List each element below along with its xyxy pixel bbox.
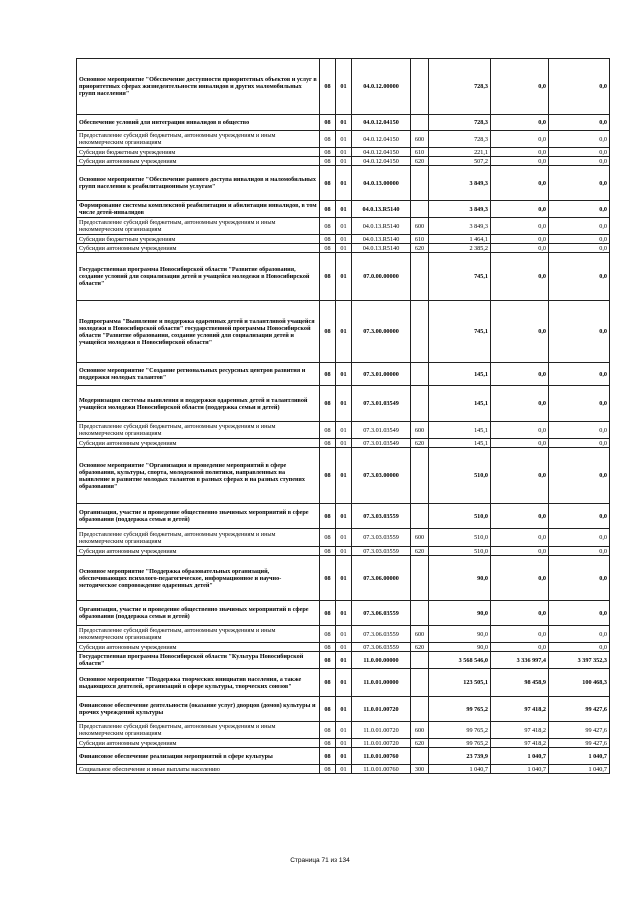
cell-amount-3: 0,0 bbox=[549, 59, 610, 115]
cell-name: Подпрограмма "Выявление и поддержка одаренных детей и талантливой учащейся молодежи в Новосибирской области" государственной программы Новосибирской области "Развитие образования, создание условий для социализации детей и учащейся молодежи в Новосибирской области" bbox=[77, 301, 320, 363]
cell-amount-2: 0,0 bbox=[491, 131, 549, 148]
cell-expense-type bbox=[411, 697, 429, 722]
cell-amount-1: 90,0 bbox=[429, 643, 491, 652]
cell-subsection: 01 bbox=[336, 201, 352, 218]
cell-expense-type: 600 bbox=[411, 131, 429, 148]
cell-amount-2: 0,0 bbox=[491, 547, 549, 556]
table-row bbox=[77, 601, 610, 626]
cell-target-article: 11.0.00.00000 bbox=[352, 652, 411, 669]
cell-expense-type bbox=[411, 166, 429, 201]
table-row bbox=[77, 235, 610, 244]
cell-amount-1: 90,0 bbox=[429, 556, 491, 601]
cell-expense-type bbox=[411, 448, 429, 504]
cell-amount-3: 0,0 bbox=[549, 439, 610, 448]
cell-amount-2: 1 040,7 bbox=[491, 765, 549, 774]
cell-target-article: 04.0.13.R5140 bbox=[352, 218, 411, 235]
cell-section: 08 bbox=[320, 59, 336, 115]
cell-section: 08 bbox=[320, 626, 336, 643]
cell-amount-3: 0,0 bbox=[549, 131, 610, 148]
cell-amount-1: 145,1 bbox=[429, 363, 491, 386]
cell-section: 08 bbox=[320, 652, 336, 669]
cell-name: Финансовое обеспечение реализации мероприятий в сфере культуры bbox=[77, 748, 320, 765]
cell-amount-3: 0,0 bbox=[549, 218, 610, 235]
cell-section: 08 bbox=[320, 166, 336, 201]
cell-amount-1: 728,3 bbox=[429, 59, 491, 115]
table-row bbox=[77, 739, 610, 748]
cell-amount-1: 221,1 bbox=[429, 148, 491, 157]
cell-amount-1: 1 040,7 bbox=[429, 765, 491, 774]
cell-subsection: 01 bbox=[336, 422, 352, 439]
cell-subsection: 01 bbox=[336, 131, 352, 148]
cell-amount-3: 0,0 bbox=[549, 157, 610, 166]
cell-name: Основное мероприятие "Обеспечение равного доступа инвалидов и маломобильных групп населения к реабилитационным услугам" bbox=[77, 166, 320, 201]
cell-name: Модернизация системы выявления и поддержки одаренных детей и талантливой учащейся молодежи Новосибирской области (поддержка семьи и детей) bbox=[77, 386, 320, 422]
cell-expense-type bbox=[411, 652, 429, 669]
cell-subsection: 01 bbox=[336, 601, 352, 626]
cell-section: 08 bbox=[320, 448, 336, 504]
cell-amount-2: 3 336 997,4 bbox=[491, 652, 549, 669]
cell-amount-2: 0,0 bbox=[491, 166, 549, 201]
cell-amount-1: 90,0 bbox=[429, 626, 491, 643]
cell-target-article: 07.3.06.03559 bbox=[352, 601, 411, 626]
cell-name: Формирование системы комплексной реабилитации и абилитации инвалидов, в том числе детей-инвалидов bbox=[77, 201, 320, 218]
cell-target-article: 07.3.03.03559 bbox=[352, 529, 411, 547]
cell-subsection: 01 bbox=[336, 166, 352, 201]
cell-subsection: 01 bbox=[336, 669, 352, 697]
cell-subsection: 01 bbox=[336, 244, 352, 253]
cell-target-article: 07.3.01.00000 bbox=[352, 363, 411, 386]
cell-target-article: 04.0.12.04150 bbox=[352, 131, 411, 148]
cell-name: Субсидии автономным учреждениям bbox=[77, 157, 320, 166]
cell-expense-type: 300 bbox=[411, 765, 429, 774]
cell-section: 08 bbox=[320, 148, 336, 157]
cell-amount-3: 0,0 bbox=[549, 301, 610, 363]
cell-section: 08 bbox=[320, 244, 336, 253]
cell-amount-3: 0,0 bbox=[549, 547, 610, 556]
cell-section: 08 bbox=[320, 218, 336, 235]
table-row bbox=[77, 643, 610, 652]
cell-target-article: 07.3.01.03549 bbox=[352, 386, 411, 422]
cell-subsection: 01 bbox=[336, 748, 352, 765]
cell-amount-3: 0,0 bbox=[549, 386, 610, 422]
cell-name: Субсидии бюджетным учреждениям bbox=[77, 148, 320, 157]
cell-amount-3: 99 427,6 bbox=[549, 697, 610, 722]
cell-section: 08 bbox=[320, 201, 336, 218]
table-row bbox=[77, 697, 610, 722]
cell-target-article: 11.0.01.00000 bbox=[352, 669, 411, 697]
cell-name: Предоставление субсидий бюджетным, автономным учреждениям и иным некоммерческим организациям bbox=[77, 131, 320, 148]
cell-amount-2: 0,0 bbox=[491, 556, 549, 601]
cell-amount-1: 745,1 bbox=[429, 301, 491, 363]
table-row bbox=[77, 157, 610, 166]
cell-amount-1: 99 765,2 bbox=[429, 722, 491, 739]
budget-table bbox=[76, 58, 610, 774]
cell-amount-1: 1 464,1 bbox=[429, 235, 491, 244]
cell-name: Основное мероприятие "Обеспечение доступности приоритетных объектов и услуг в приоритетных сферах жизнедеятельности инвалидов и других маломобильных групп населения" bbox=[77, 59, 320, 115]
cell-expense-type: 600 bbox=[411, 722, 429, 739]
cell-name: Предоставление субсидий бюджетным, автономным учреждениям и иным некоммерческим организациям bbox=[77, 529, 320, 547]
cell-section: 08 bbox=[320, 643, 336, 652]
cell-target-article: 07.3.01.03549 bbox=[352, 439, 411, 448]
table-row bbox=[77, 669, 610, 697]
cell-amount-2: 0,0 bbox=[491, 59, 549, 115]
cell-target-article: 07.3.01.03549 bbox=[352, 422, 411, 439]
cell-amount-1: 745,1 bbox=[429, 253, 491, 301]
cell-amount-2: 0,0 bbox=[491, 148, 549, 157]
cell-expense-type bbox=[411, 669, 429, 697]
cell-amount-3: 1 040,7 bbox=[549, 765, 610, 774]
cell-name: Финансовое обеспечение деятельности (оказание услуг) дворцов (домов) культуры и прочих учреждений культуры bbox=[77, 697, 320, 722]
cell-amount-2: 0,0 bbox=[491, 244, 549, 253]
cell-target-article: 11.0.01.00760 bbox=[352, 765, 411, 774]
cell-target-article: 07.3.03.03559 bbox=[352, 504, 411, 529]
cell-amount-1: 90,0 bbox=[429, 601, 491, 626]
table-row bbox=[77, 504, 610, 529]
cell-amount-2: 0,0 bbox=[491, 601, 549, 626]
table-row bbox=[77, 301, 610, 363]
cell-amount-3: 100 468,3 bbox=[549, 669, 610, 697]
cell-amount-2: 0,0 bbox=[491, 626, 549, 643]
cell-amount-2: 97 418,2 bbox=[491, 739, 549, 748]
cell-name: Государственная программа Новосибирской области "Культура Новосибирской области" bbox=[77, 652, 320, 669]
table-row bbox=[77, 448, 610, 504]
cell-amount-2: 98 458,9 bbox=[491, 669, 549, 697]
cell-expense-type: 600 bbox=[411, 218, 429, 235]
cell-expense-type: 620 bbox=[411, 157, 429, 166]
cell-section: 08 bbox=[320, 422, 336, 439]
cell-subsection: 01 bbox=[336, 556, 352, 601]
table-row bbox=[77, 166, 610, 201]
cell-subsection: 01 bbox=[336, 59, 352, 115]
cell-amount-1: 2 385,2 bbox=[429, 244, 491, 253]
cell-expense-type: 620 bbox=[411, 244, 429, 253]
cell-amount-3: 99 427,6 bbox=[549, 739, 610, 748]
cell-subsection: 01 bbox=[336, 235, 352, 244]
cell-target-article: 04.0.12.04150 bbox=[352, 157, 411, 166]
cell-amount-2: 1 040,7 bbox=[491, 748, 549, 765]
cell-amount-3: 99 427,6 bbox=[549, 722, 610, 739]
cell-name: Субсидии автономным учреждениям bbox=[77, 643, 320, 652]
cell-expense-type bbox=[411, 556, 429, 601]
cell-target-article: 07.3.06.00000 bbox=[352, 556, 411, 601]
table-row bbox=[77, 422, 610, 439]
cell-section: 08 bbox=[320, 669, 336, 697]
cell-amount-2: 97 418,2 bbox=[491, 722, 549, 739]
cell-expense-type: 600 bbox=[411, 529, 429, 547]
cell-expense-type: 600 bbox=[411, 422, 429, 439]
cell-amount-1: 507,2 bbox=[429, 157, 491, 166]
cell-expense-type bbox=[411, 301, 429, 363]
cell-subsection: 01 bbox=[336, 697, 352, 722]
cell-expense-type bbox=[411, 115, 429, 131]
cell-name: Субсидии автономным учреждениям bbox=[77, 439, 320, 448]
cell-target-article: 07.3.03.00000 bbox=[352, 448, 411, 504]
cell-amount-1: 510,0 bbox=[429, 504, 491, 529]
page-number: Страница 71 из 134 bbox=[290, 857, 350, 864]
cell-expense-type bbox=[411, 201, 429, 218]
cell-expense-type bbox=[411, 601, 429, 626]
table-row bbox=[77, 131, 610, 148]
cell-amount-2: 0,0 bbox=[491, 253, 549, 301]
cell-subsection: 01 bbox=[336, 148, 352, 157]
cell-amount-2: 0,0 bbox=[491, 218, 549, 235]
table-row bbox=[77, 722, 610, 739]
cell-amount-1: 3 568 546,0 bbox=[429, 652, 491, 669]
cell-amount-3: 0,0 bbox=[549, 166, 610, 201]
cell-subsection: 01 bbox=[336, 448, 352, 504]
cell-name: Предоставление субсидий бюджетным, автономным учреждениям и иным некоммерческим организациям bbox=[77, 722, 320, 739]
cell-section: 08 bbox=[320, 386, 336, 422]
cell-amount-3: 0,0 bbox=[549, 201, 610, 218]
cell-section: 08 bbox=[320, 748, 336, 765]
table-row bbox=[77, 626, 610, 643]
cell-section: 08 bbox=[320, 556, 336, 601]
cell-amount-1: 145,1 bbox=[429, 386, 491, 422]
cell-name: Обеспечение условий для интеграции инвалидов в общество bbox=[77, 115, 320, 131]
cell-amount-3: 0,0 bbox=[549, 504, 610, 529]
cell-target-article: 07.3.00.00000 bbox=[352, 301, 411, 363]
cell-amount-1: 23 739,9 bbox=[429, 748, 491, 765]
cell-name: Субсидии автономным учреждениям bbox=[77, 739, 320, 748]
cell-section: 08 bbox=[320, 722, 336, 739]
cell-target-article: 11.0.01.00720 bbox=[352, 722, 411, 739]
cell-subsection: 01 bbox=[336, 115, 352, 131]
cell-amount-3: 0,0 bbox=[549, 626, 610, 643]
cell-amount-1: 728,3 bbox=[429, 131, 491, 148]
cell-expense-type bbox=[411, 363, 429, 386]
cell-target-article: 11.0.01.00760 bbox=[352, 748, 411, 765]
cell-amount-2: 97 418,2 bbox=[491, 697, 549, 722]
cell-amount-2: 0,0 bbox=[491, 439, 549, 448]
cell-subsection: 01 bbox=[336, 739, 352, 748]
cell-amount-3: 0,0 bbox=[549, 601, 610, 626]
cell-section: 08 bbox=[320, 697, 336, 722]
cell-amount-2: 0,0 bbox=[491, 363, 549, 386]
table-row bbox=[77, 765, 610, 774]
cell-section: 08 bbox=[320, 765, 336, 774]
table-row bbox=[77, 201, 610, 218]
cell-target-article: 07.3.03.03559 bbox=[352, 547, 411, 556]
cell-name: Организация, участие и проведение общественно значимых мероприятий в сфере образования (поддержка семьи и детей) bbox=[77, 601, 320, 626]
cell-amount-1: 3 849,3 bbox=[429, 218, 491, 235]
cell-amount-3: 0,0 bbox=[549, 244, 610, 253]
cell-section: 08 bbox=[320, 547, 336, 556]
cell-subsection: 01 bbox=[336, 722, 352, 739]
cell-section: 08 bbox=[320, 157, 336, 166]
cell-target-article: 04.0.13.R5140 bbox=[352, 244, 411, 253]
cell-subsection: 01 bbox=[336, 652, 352, 669]
cell-target-article: 04.0.13.R5140 bbox=[352, 201, 411, 218]
cell-subsection: 01 bbox=[336, 765, 352, 774]
cell-subsection: 01 bbox=[336, 253, 352, 301]
cell-amount-1: 145,1 bbox=[429, 439, 491, 448]
cell-name: Субсидии бюджетным учреждениям bbox=[77, 235, 320, 244]
table-row bbox=[77, 218, 610, 235]
table-row bbox=[77, 748, 610, 765]
cell-amount-1: 510,0 bbox=[429, 529, 491, 547]
table-row bbox=[77, 439, 610, 448]
cell-target-article: 11.0.01.00720 bbox=[352, 739, 411, 748]
cell-amount-2: 0,0 bbox=[491, 157, 549, 166]
cell-amount-3: 0,0 bbox=[549, 148, 610, 157]
cell-amount-1: 99 765,2 bbox=[429, 739, 491, 748]
cell-expense-type bbox=[411, 748, 429, 765]
cell-section: 08 bbox=[320, 253, 336, 301]
cell-subsection: 01 bbox=[336, 157, 352, 166]
cell-subsection: 01 bbox=[336, 363, 352, 386]
cell-amount-2: 0,0 bbox=[491, 422, 549, 439]
table-row bbox=[77, 115, 610, 131]
cell-subsection: 01 bbox=[336, 547, 352, 556]
table-row bbox=[77, 253, 610, 301]
cell-amount-1: 728,3 bbox=[429, 115, 491, 131]
cell-section: 08 bbox=[320, 601, 336, 626]
table-row bbox=[77, 386, 610, 422]
cell-target-article: 07.3.06.03559 bbox=[352, 626, 411, 643]
cell-expense-type: 620 bbox=[411, 547, 429, 556]
table-row bbox=[77, 547, 610, 556]
cell-name: Предоставление субсидий бюджетным, автономным учреждениям и иным некоммерческим организациям bbox=[77, 626, 320, 643]
cell-amount-1: 145,1 bbox=[429, 422, 491, 439]
cell-name: Предоставление субсидий бюджетным, автономным учреждениям и иным некоммерческим организациям bbox=[77, 218, 320, 235]
cell-section: 08 bbox=[320, 235, 336, 244]
cell-target-article: 07.0.00.00000 bbox=[352, 253, 411, 301]
cell-amount-2: 0,0 bbox=[491, 235, 549, 244]
cell-amount-2: 0,0 bbox=[491, 529, 549, 547]
cell-expense-type: 600 bbox=[411, 626, 429, 643]
cell-amount-2: 0,0 bbox=[491, 115, 549, 131]
cell-amount-3: 0,0 bbox=[549, 235, 610, 244]
cell-amount-1: 3 849,3 bbox=[429, 166, 491, 201]
cell-expense-type: 620 bbox=[411, 643, 429, 652]
cell-subsection: 01 bbox=[336, 626, 352, 643]
cell-name: Основное мероприятие "Организация и проведение мероприятий в сфере образования, культуры, спорта, молодежной политики, направленных на выявление и развитие молодых талантов в разных сферах и на разных ступенях образования" bbox=[77, 448, 320, 504]
cell-expense-type bbox=[411, 504, 429, 529]
cell-name: Социальное обеспечение и иные выплаты населению bbox=[77, 765, 320, 774]
cell-amount-3: 0,0 bbox=[549, 422, 610, 439]
cell-target-article: 04.0.12.00000 bbox=[352, 59, 411, 115]
cell-target-article: 04.0.12.04150 bbox=[352, 148, 411, 157]
cell-expense-type: 610 bbox=[411, 235, 429, 244]
cell-section: 08 bbox=[320, 115, 336, 131]
cell-target-article: 04.0.13.R5140 bbox=[352, 235, 411, 244]
cell-amount-1: 123 505,1 bbox=[429, 669, 491, 697]
cell-name: Субсидии автономным учреждениям bbox=[77, 244, 320, 253]
cell-section: 08 bbox=[320, 739, 336, 748]
cell-amount-3: 0,0 bbox=[549, 363, 610, 386]
cell-amount-2: 0,0 bbox=[491, 386, 549, 422]
cell-subsection: 01 bbox=[336, 643, 352, 652]
table-row bbox=[77, 363, 610, 386]
cell-target-article: 04.0.13.00000 bbox=[352, 166, 411, 201]
cell-amount-1: 99 765,2 bbox=[429, 697, 491, 722]
cell-amount-3: 0,0 bbox=[549, 556, 610, 601]
cell-amount-2: 0,0 bbox=[491, 643, 549, 652]
cell-target-article: 04.0.12.04150 bbox=[352, 115, 411, 131]
cell-expense-type: 620 bbox=[411, 439, 429, 448]
cell-section: 08 bbox=[320, 363, 336, 386]
cell-subsection: 01 bbox=[336, 504, 352, 529]
cell-amount-1: 510,0 bbox=[429, 448, 491, 504]
cell-amount-3: 1 040,7 bbox=[549, 748, 610, 765]
cell-amount-3: 0,0 bbox=[549, 643, 610, 652]
cell-subsection: 01 bbox=[336, 386, 352, 422]
cell-amount-3: 3 397 352,3 bbox=[549, 652, 610, 669]
cell-section: 08 bbox=[320, 504, 336, 529]
cell-expense-type bbox=[411, 59, 429, 115]
cell-section: 08 bbox=[320, 131, 336, 148]
cell-amount-2: 0,0 bbox=[491, 201, 549, 218]
cell-name: Основное мероприятие "Поддержка образовательных организаций, обеспечивающих психолого-педагогическое, информационное и научно-методическое сопровождение одаренных детей" bbox=[77, 556, 320, 601]
cell-amount-2: 0,0 bbox=[491, 504, 549, 529]
table-row bbox=[77, 529, 610, 547]
table-row bbox=[77, 59, 610, 115]
cell-name: Субсидии автономным учреждениям bbox=[77, 547, 320, 556]
cell-target-article: 11.0.01.00720 bbox=[352, 697, 411, 722]
table-row bbox=[77, 556, 610, 601]
cell-amount-3: 0,0 bbox=[549, 529, 610, 547]
cell-amount-3: 0,0 bbox=[549, 253, 610, 301]
table-row bbox=[77, 148, 610, 157]
cell-section: 08 bbox=[320, 529, 336, 547]
cell-amount-3: 0,0 bbox=[549, 448, 610, 504]
cell-target-article: 07.3.06.03559 bbox=[352, 643, 411, 652]
cell-subsection: 01 bbox=[336, 439, 352, 448]
table-row bbox=[77, 244, 610, 253]
cell-name: Предоставление субсидий бюджетным, автономным учреждениям и иным некоммерческим организациям bbox=[77, 422, 320, 439]
cell-expense-type bbox=[411, 253, 429, 301]
cell-expense-type bbox=[411, 386, 429, 422]
cell-name: Основное мероприятие "Поддержка творческих инициатив населения, а также выдающихся деятелей, организаций в сфере культуры, творческих союзов" bbox=[77, 669, 320, 697]
cell-amount-2: 0,0 bbox=[491, 301, 549, 363]
cell-name: Основное мероприятие "Создание региональных ресурсных центров развития и поддержки молодых талантов" bbox=[77, 363, 320, 386]
table-row bbox=[77, 652, 610, 669]
cell-expense-type: 610 bbox=[411, 148, 429, 157]
cell-name: Организация, участие и проведение общественно значимых мероприятий в сфере образования (поддержка семьи и детей) bbox=[77, 504, 320, 529]
cell-amount-2: 0,0 bbox=[491, 448, 549, 504]
cell-amount-1: 510,0 bbox=[429, 547, 491, 556]
cell-amount-3: 0,0 bbox=[549, 115, 610, 131]
cell-section: 08 bbox=[320, 301, 336, 363]
cell-subsection: 01 bbox=[336, 218, 352, 235]
cell-subsection: 01 bbox=[336, 529, 352, 547]
cell-expense-type: 620 bbox=[411, 739, 429, 748]
cell-section: 08 bbox=[320, 439, 336, 448]
cell-subsection: 01 bbox=[336, 301, 352, 363]
cell-name: Государственная программа Новосибирской области "Развитие образования, создание условий для социализации детей и учащейся молодежи в Новосибирской области" bbox=[77, 253, 320, 301]
cell-amount-1: 3 849,3 bbox=[429, 201, 491, 218]
